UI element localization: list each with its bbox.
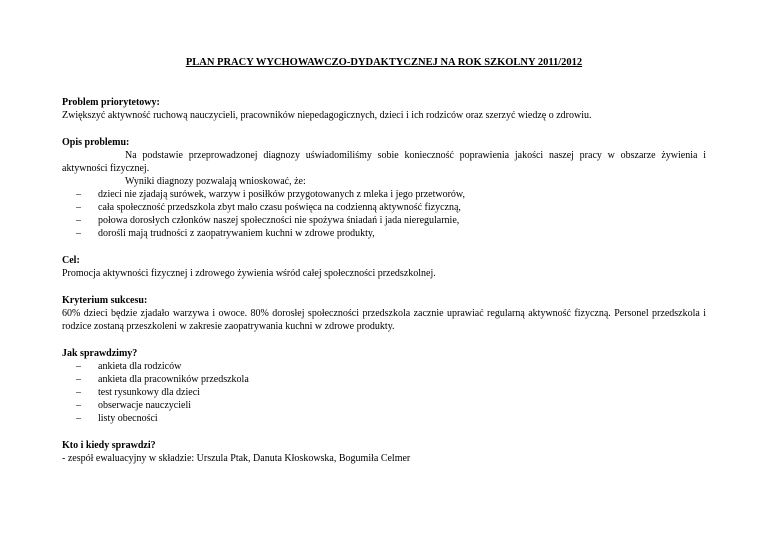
section-sprawdzimy <box>62 347 706 425</box>
diagnosis-list <box>62 188 706 240</box>
list-item: – obserwacje nauczycieli <box>62 399 706 412</box>
list-item: – dzieci nie zjadają surówek, warzyw i posiłków przygotowanych z mleka i jego przetworów, <box>62 188 706 201</box>
section-cel <box>62 254 706 280</box>
kto-heading: Kto i kiedy sprawdzi? <box>62 440 156 451</box>
list-item: – ankieta dla rodziców <box>62 360 706 373</box>
section-opis <box>62 136 706 240</box>
problem-text: Zwiększyć aktywność ruchową nauczycieli, pracowników niepedagogicznych, dzieci i ich rodziców oraz szerzyć wiedzę o zdrowiu. <box>62 110 592 121</box>
list-item: – połowa dorosłych członków naszej społeczności nie spożywa śniadań i jada nieregularnie, <box>62 214 706 227</box>
list-item: – dorośli mają trudności z zaopatrywaniem kuchni w zdrowe produkty, <box>62 227 706 240</box>
section-kto <box>62 439 706 465</box>
kryterium-text: 60% dzieci będzie zjadało warzywa i owoce. 80% dorosłej społeczności przedszkola zacznie uprawiać regularną aktywność fizyczną. Personel przedszkola i rodzice zostaną przeszkoleni w zakresie zaopatrywania kuchni w zdrowe produkty. <box>62 308 706 332</box>
list-item: – cała społeczność przedszkola zbyt mało czasu poświęca na codzienną aktywność fizyczną, <box>62 201 706 214</box>
problem-heading: Problem priorytetowy: <box>62 97 160 108</box>
opis-intro: Wyniki diagnozy pozwalają wnioskować, że: <box>125 176 306 187</box>
list-item: – test rysunkowy dla dzieci <box>62 386 706 399</box>
list-item: – listy obecności <box>62 412 706 425</box>
cel-heading: Cel: <box>62 255 80 266</box>
sprawdzimy-heading: Jak sprawdzimy? <box>62 348 138 359</box>
opis-paragraph: Na podstawie przeprowadzonej diagnozy uświadomiliśmy sobie konieczność poprawienia jakości naszej pracy w obszarze żywienia i aktywności fizycznej. <box>62 150 706 174</box>
opis-heading: Opis problemu: <box>62 137 130 148</box>
kto-text: - zespół ewaluacyjny w składzie: Urszula Ptak, Danuta Kłoskowska, Bogumiła Celmer <box>62 453 411 464</box>
document-title: PLAN PRACY WYCHOWAWCZO-DYDAKTYCZNEJ NA ROK SZKOLNY 2011/2012 <box>185 57 583 68</box>
cel-text: Promocja aktywności fizycznej i zdrowego żywienia wśród całej społeczności przedszkolnej. <box>62 268 436 279</box>
section-kryterium <box>62 294 706 333</box>
kryterium-heading: Kryterium sukcesu: <box>62 295 148 306</box>
section-problem <box>62 96 706 122</box>
methods-list <box>62 360 706 425</box>
list-item: – ankieta dla pracowników przedszkola <box>62 373 706 386</box>
